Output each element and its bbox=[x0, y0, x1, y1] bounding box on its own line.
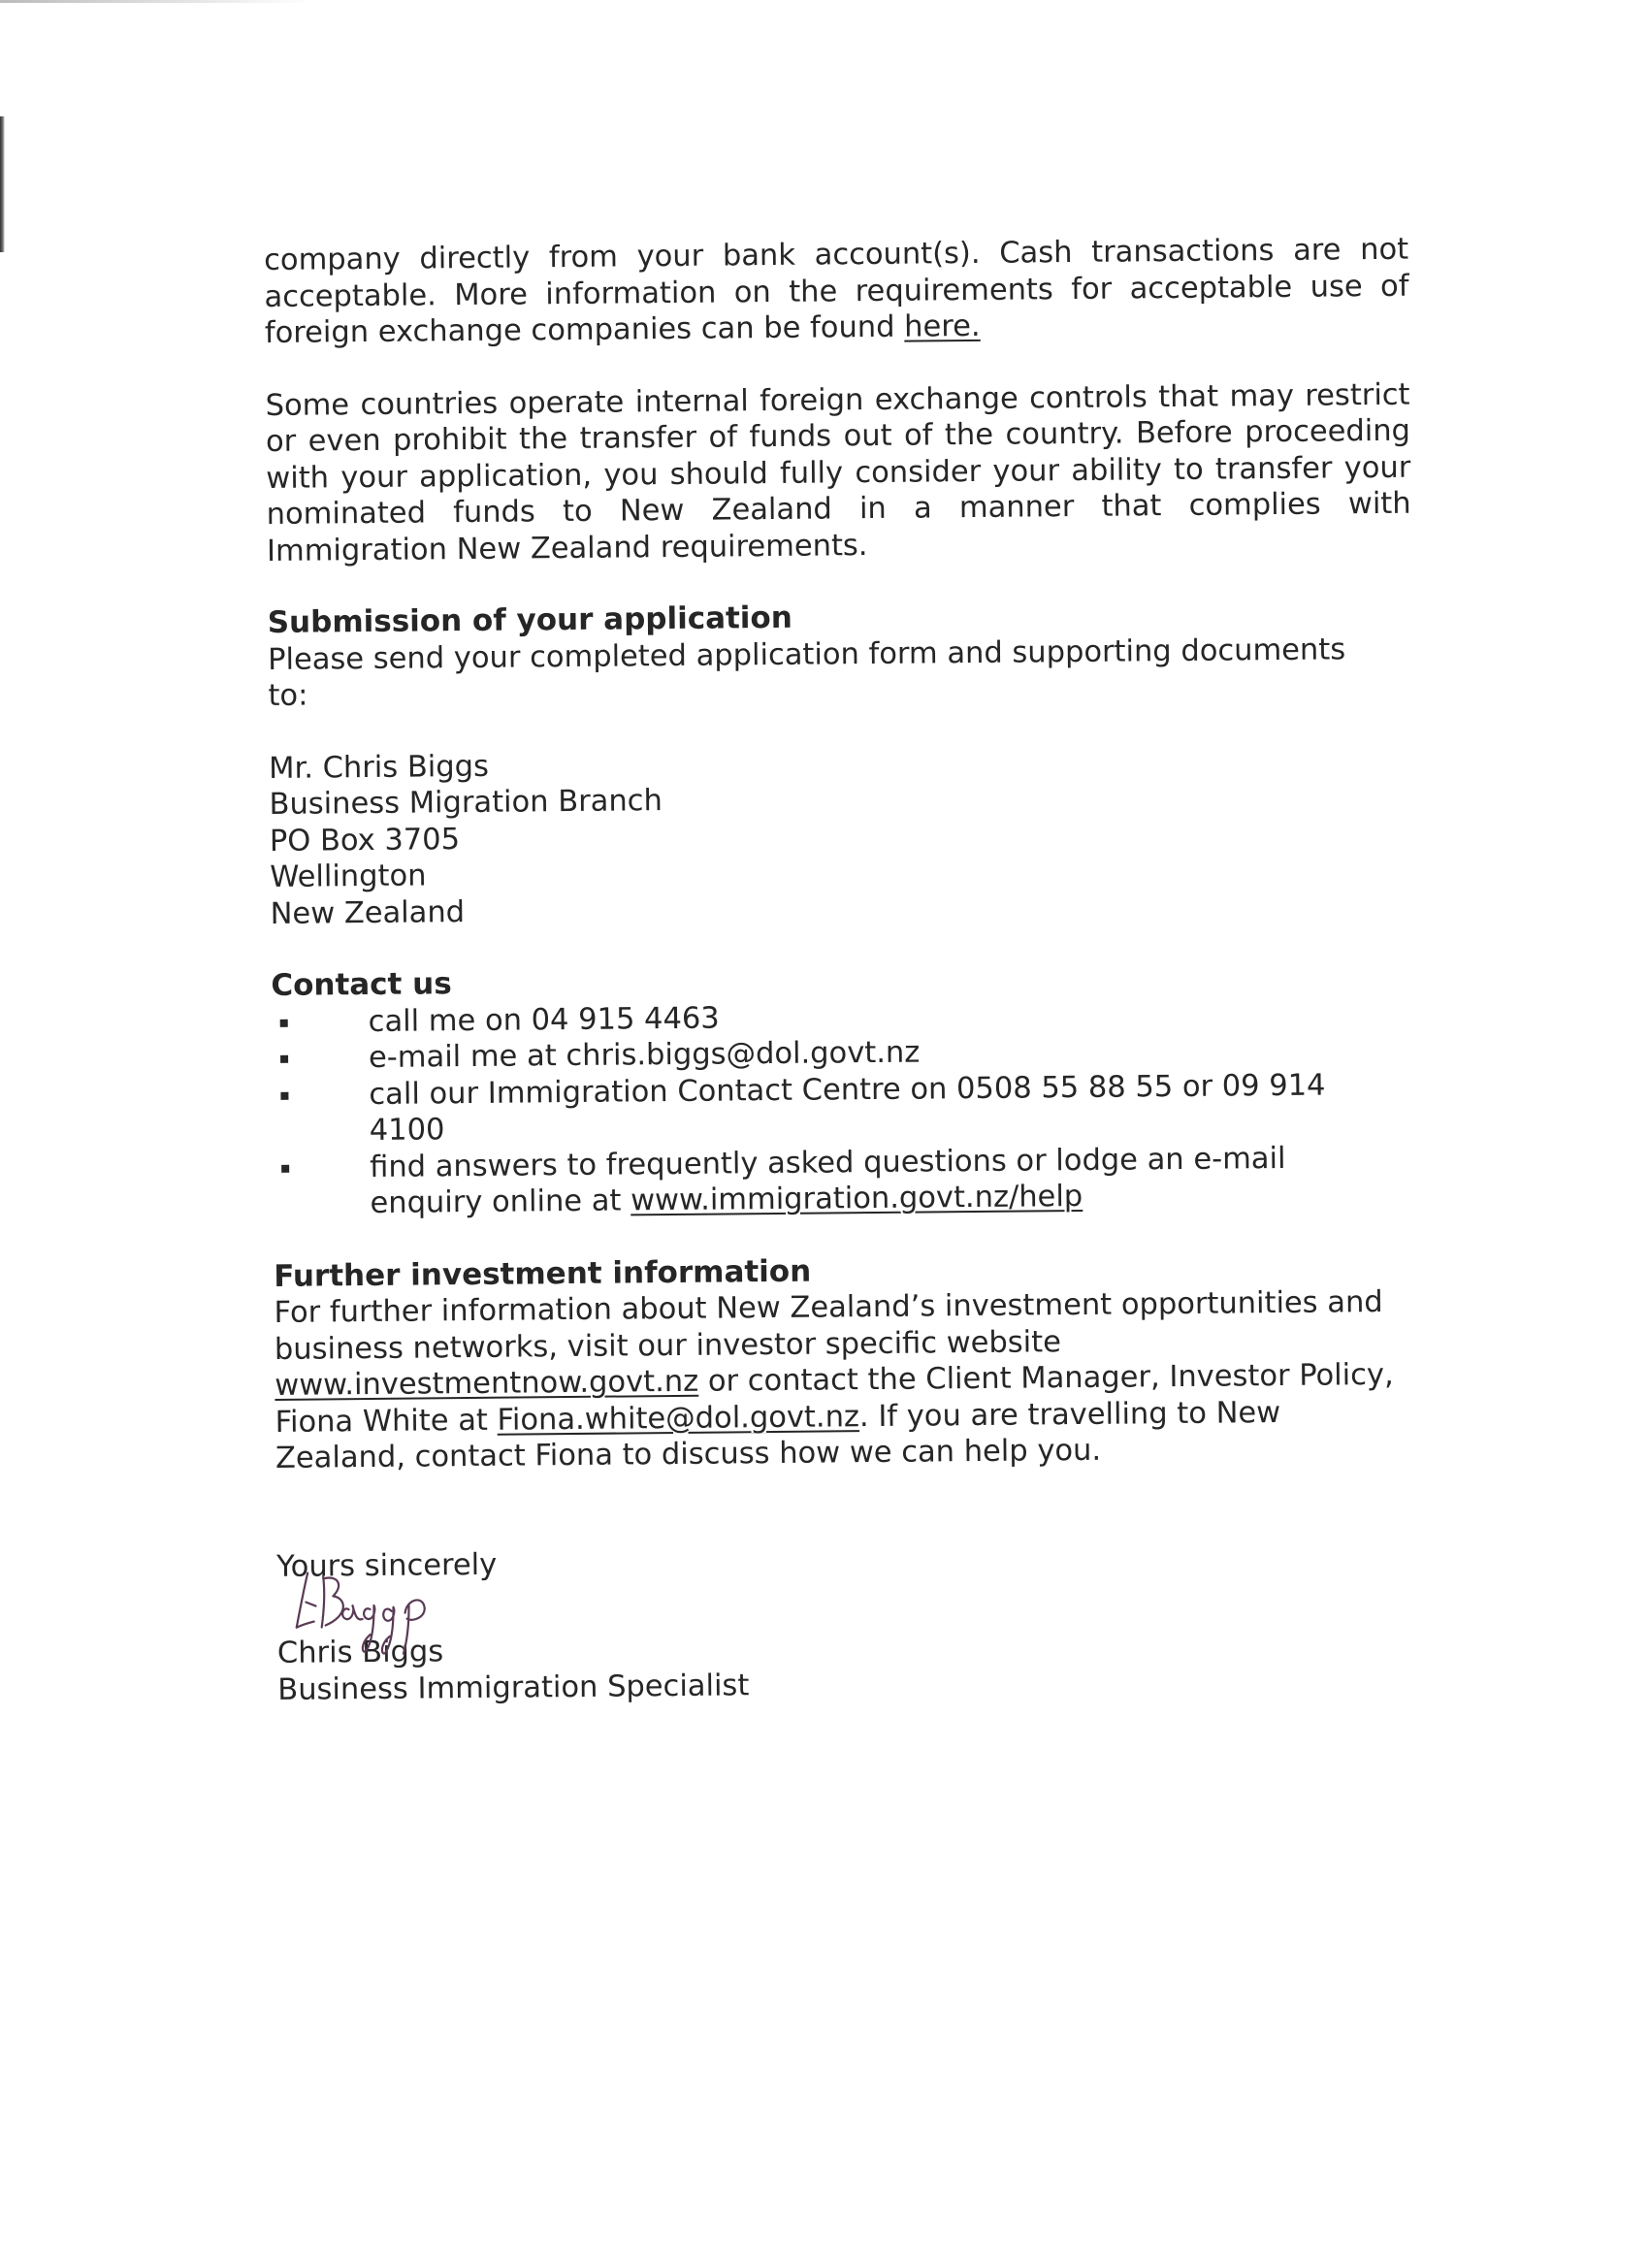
investment-paragraph bbox=[274, 1284, 1410, 1477]
list-item bbox=[272, 1066, 1398, 1150]
address-line: New Zealand bbox=[270, 894, 466, 931]
bullet-icon bbox=[280, 1019, 288, 1026]
contact-email-text: e-mail me at chris.biggs@dol.govt.nz bbox=[368, 1035, 921, 1076]
letter-page bbox=[264, 232, 1422, 1708]
here-link[interactable]: here. bbox=[904, 308, 981, 344]
investment-text-3: . If you are travelling to New Zealand, contact Fiona to discuss how we can help you. bbox=[275, 1395, 1281, 1475]
investment-text-1: For further information about New Zealand’s investment opportunities and business networks, visit our investor specific website bbox=[274, 1284, 1383, 1367]
bullet-icon bbox=[281, 1164, 289, 1172]
postal-address bbox=[269, 739, 1415, 932]
investment-heading: Further investment information bbox=[274, 1253, 812, 1294]
submission-heading: Submission of your application bbox=[267, 599, 793, 640]
handwritten-signature-icon bbox=[286, 1566, 452, 1660]
fiona-email-link[interactable]: Fiona.white@dol.govt.nz bbox=[497, 1399, 860, 1438]
list-item bbox=[273, 1139, 1399, 1222]
address-line: Mr. Chris Biggs bbox=[269, 749, 490, 786]
scan-edge-top bbox=[0, 0, 310, 3]
contact-online-text: find answers to frequently asked questions or lodge an e-mail enquiry online at bbox=[369, 1141, 1286, 1220]
signer-name: Chris Biggs bbox=[276, 1635, 444, 1670]
scan-edge-left bbox=[0, 116, 5, 252]
paragraph-forex bbox=[264, 232, 1409, 352]
address-line: PO Box 3705 bbox=[269, 822, 461, 859]
contact-list bbox=[272, 993, 1418, 1222]
address-line: Wellington bbox=[270, 859, 427, 894]
signer-title: Business Immigration Specialist bbox=[277, 1668, 750, 1707]
contact-heading: Contact us bbox=[271, 966, 452, 1003]
paragraph-exchange-controls: Some countries operate internal foreign exchange controls that may restrict or even prohibit the transfer of funds out of the country. Before proceeding with your application, you should fully consider your ability to transfer your nominated funds to New Zealand in a manner that complies with Immigration New Zealand requirements. bbox=[265, 377, 1411, 568]
immigration-help-link[interactable]: www.immigration.govt.nz/help bbox=[630, 1179, 1083, 1218]
investmentnow-link[interactable]: www.investmentnow.govt.nz bbox=[275, 1364, 699, 1403]
address-line: Business Migration Branch bbox=[269, 784, 663, 822]
bullet-icon bbox=[280, 1055, 288, 1063]
investment-text-2: or contact the Client Manager, Investor Policy, Fiona White at bbox=[275, 1357, 1394, 1440]
contact-centre-text: call our Immigration Contact Centre on 0508 55 88 55 or 09 914 4100 bbox=[369, 1068, 1326, 1148]
submission-text: Please send your completed application form and supporting documents to: bbox=[267, 632, 1346, 713]
closing: Yours sincerely bbox=[275, 1547, 498, 1584]
paragraph-forex-text: company directly from your bank account(s). Cash transactions are not acceptable. More information on the requirements for acceptable use of foreign exchange companies can be found bbox=[264, 232, 1409, 350]
bullet-icon bbox=[280, 1091, 288, 1099]
contact-phone-text: call me on 04 915 4463 bbox=[368, 1001, 720, 1039]
